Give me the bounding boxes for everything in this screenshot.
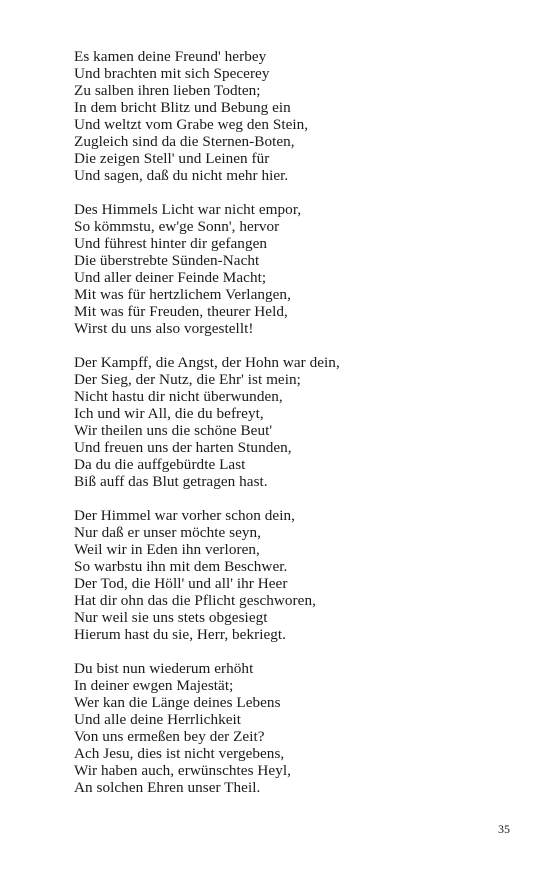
poem-line: Und freuen uns der harten Stunden, (74, 439, 292, 456)
poem-line: Und brachten mit sich Specerey (74, 65, 270, 82)
poem-stanza (74, 507, 494, 643)
poem-stanza (74, 201, 494, 337)
poem-line: Der Sieg, der Nutz, die Ehr' ist mein; (74, 371, 301, 388)
poem-line: Ich und wir All, die du befreyt, (74, 405, 264, 422)
poem-line: In deiner ewgen Majestät; (74, 677, 234, 694)
page-number: 35 (498, 822, 510, 836)
poem-line: Du bist nun wiederum erhöht (74, 660, 254, 677)
poem-line: Wer kan die Länge deines Lebens (74, 694, 281, 711)
poem-line: Biß auff das Blut getragen hast. (74, 473, 268, 490)
poem-line: Es kamen deine Freund' herbey (74, 48, 267, 65)
poem-line: Wirst du uns also vorgestellt! (74, 320, 254, 337)
poem-line: So warbstu ihn mit dem Beschwer. (74, 558, 288, 575)
poem-line: Nicht hastu dir nicht überwunden, (74, 388, 283, 405)
poem-line: Und alle deine Herrlichkeit (74, 711, 242, 728)
poem-line: In dem bricht Blitz und Bebung ein (74, 99, 291, 116)
poem-line: Und aller deiner Feinde Macht; (74, 269, 267, 286)
poem-line: Hierum hast du sie, Herr, bekriegt. (74, 626, 287, 643)
poem-line: Die überstrebte Sünden-Nacht (74, 252, 260, 269)
poem-line: Nur weil sie uns stets obgesiegt (74, 609, 268, 626)
poem-line: Wir theilen uns die schöne Beut' (74, 422, 273, 439)
poem-line: Zugleich sind da die Sternen-Boten, (74, 133, 295, 150)
poem-line: Zu salben ihren lieben Todten; (74, 82, 261, 99)
poem-line: Mit was für Freuden, theurer Held, (74, 303, 288, 320)
poem-line: Des Himmels Licht war nicht empor, (74, 201, 302, 218)
poem-line: Und führest hinter dir gefangen (74, 235, 268, 252)
poem-line: Hat dir ohn das die Pflicht geschworen, (74, 592, 316, 609)
poem-line: Der Kampff, die Angst, der Hohn war dein, (74, 354, 340, 371)
poem-line: Von uns ermeßen bey der Zeit? (74, 728, 265, 745)
poem-stanza (74, 354, 494, 490)
poem-body (74, 48, 494, 813)
poem-line: Und sagen, daß du nicht mehr hier. (74, 167, 289, 184)
poem-line: So kömmstu, ew'ge Sonn', hervor (74, 218, 280, 235)
poem-line: Die zeigen Stell' und Leinen für (74, 150, 270, 167)
poem-line: Nur daß er unser möchte seyn, (74, 524, 262, 541)
poem-line: Wir haben auch, erwünschtes Heyl, (74, 762, 291, 779)
poem-line: Der Tod, die Höll' und all' ihr Heer (74, 575, 288, 592)
poem-line: Weil wir in Eden ihn verloren, (74, 541, 260, 558)
poem-line: Da du die auffgebürdte Last (74, 456, 246, 473)
poem-stanza (74, 660, 494, 796)
poem-line: Ach Jesu, dies ist nicht vergebens, (74, 745, 285, 762)
poem-line: Und weltzt vom Grabe weg den Stein, (74, 116, 309, 133)
poem-line: An solchen Ehren unser Theil. (74, 779, 261, 796)
poem-stanza (74, 48, 494, 184)
poem-line: Mit was für hertzlichem Verlangen, (74, 286, 291, 303)
poem-line: Der Himmel war vorher schon dein, (74, 507, 295, 524)
